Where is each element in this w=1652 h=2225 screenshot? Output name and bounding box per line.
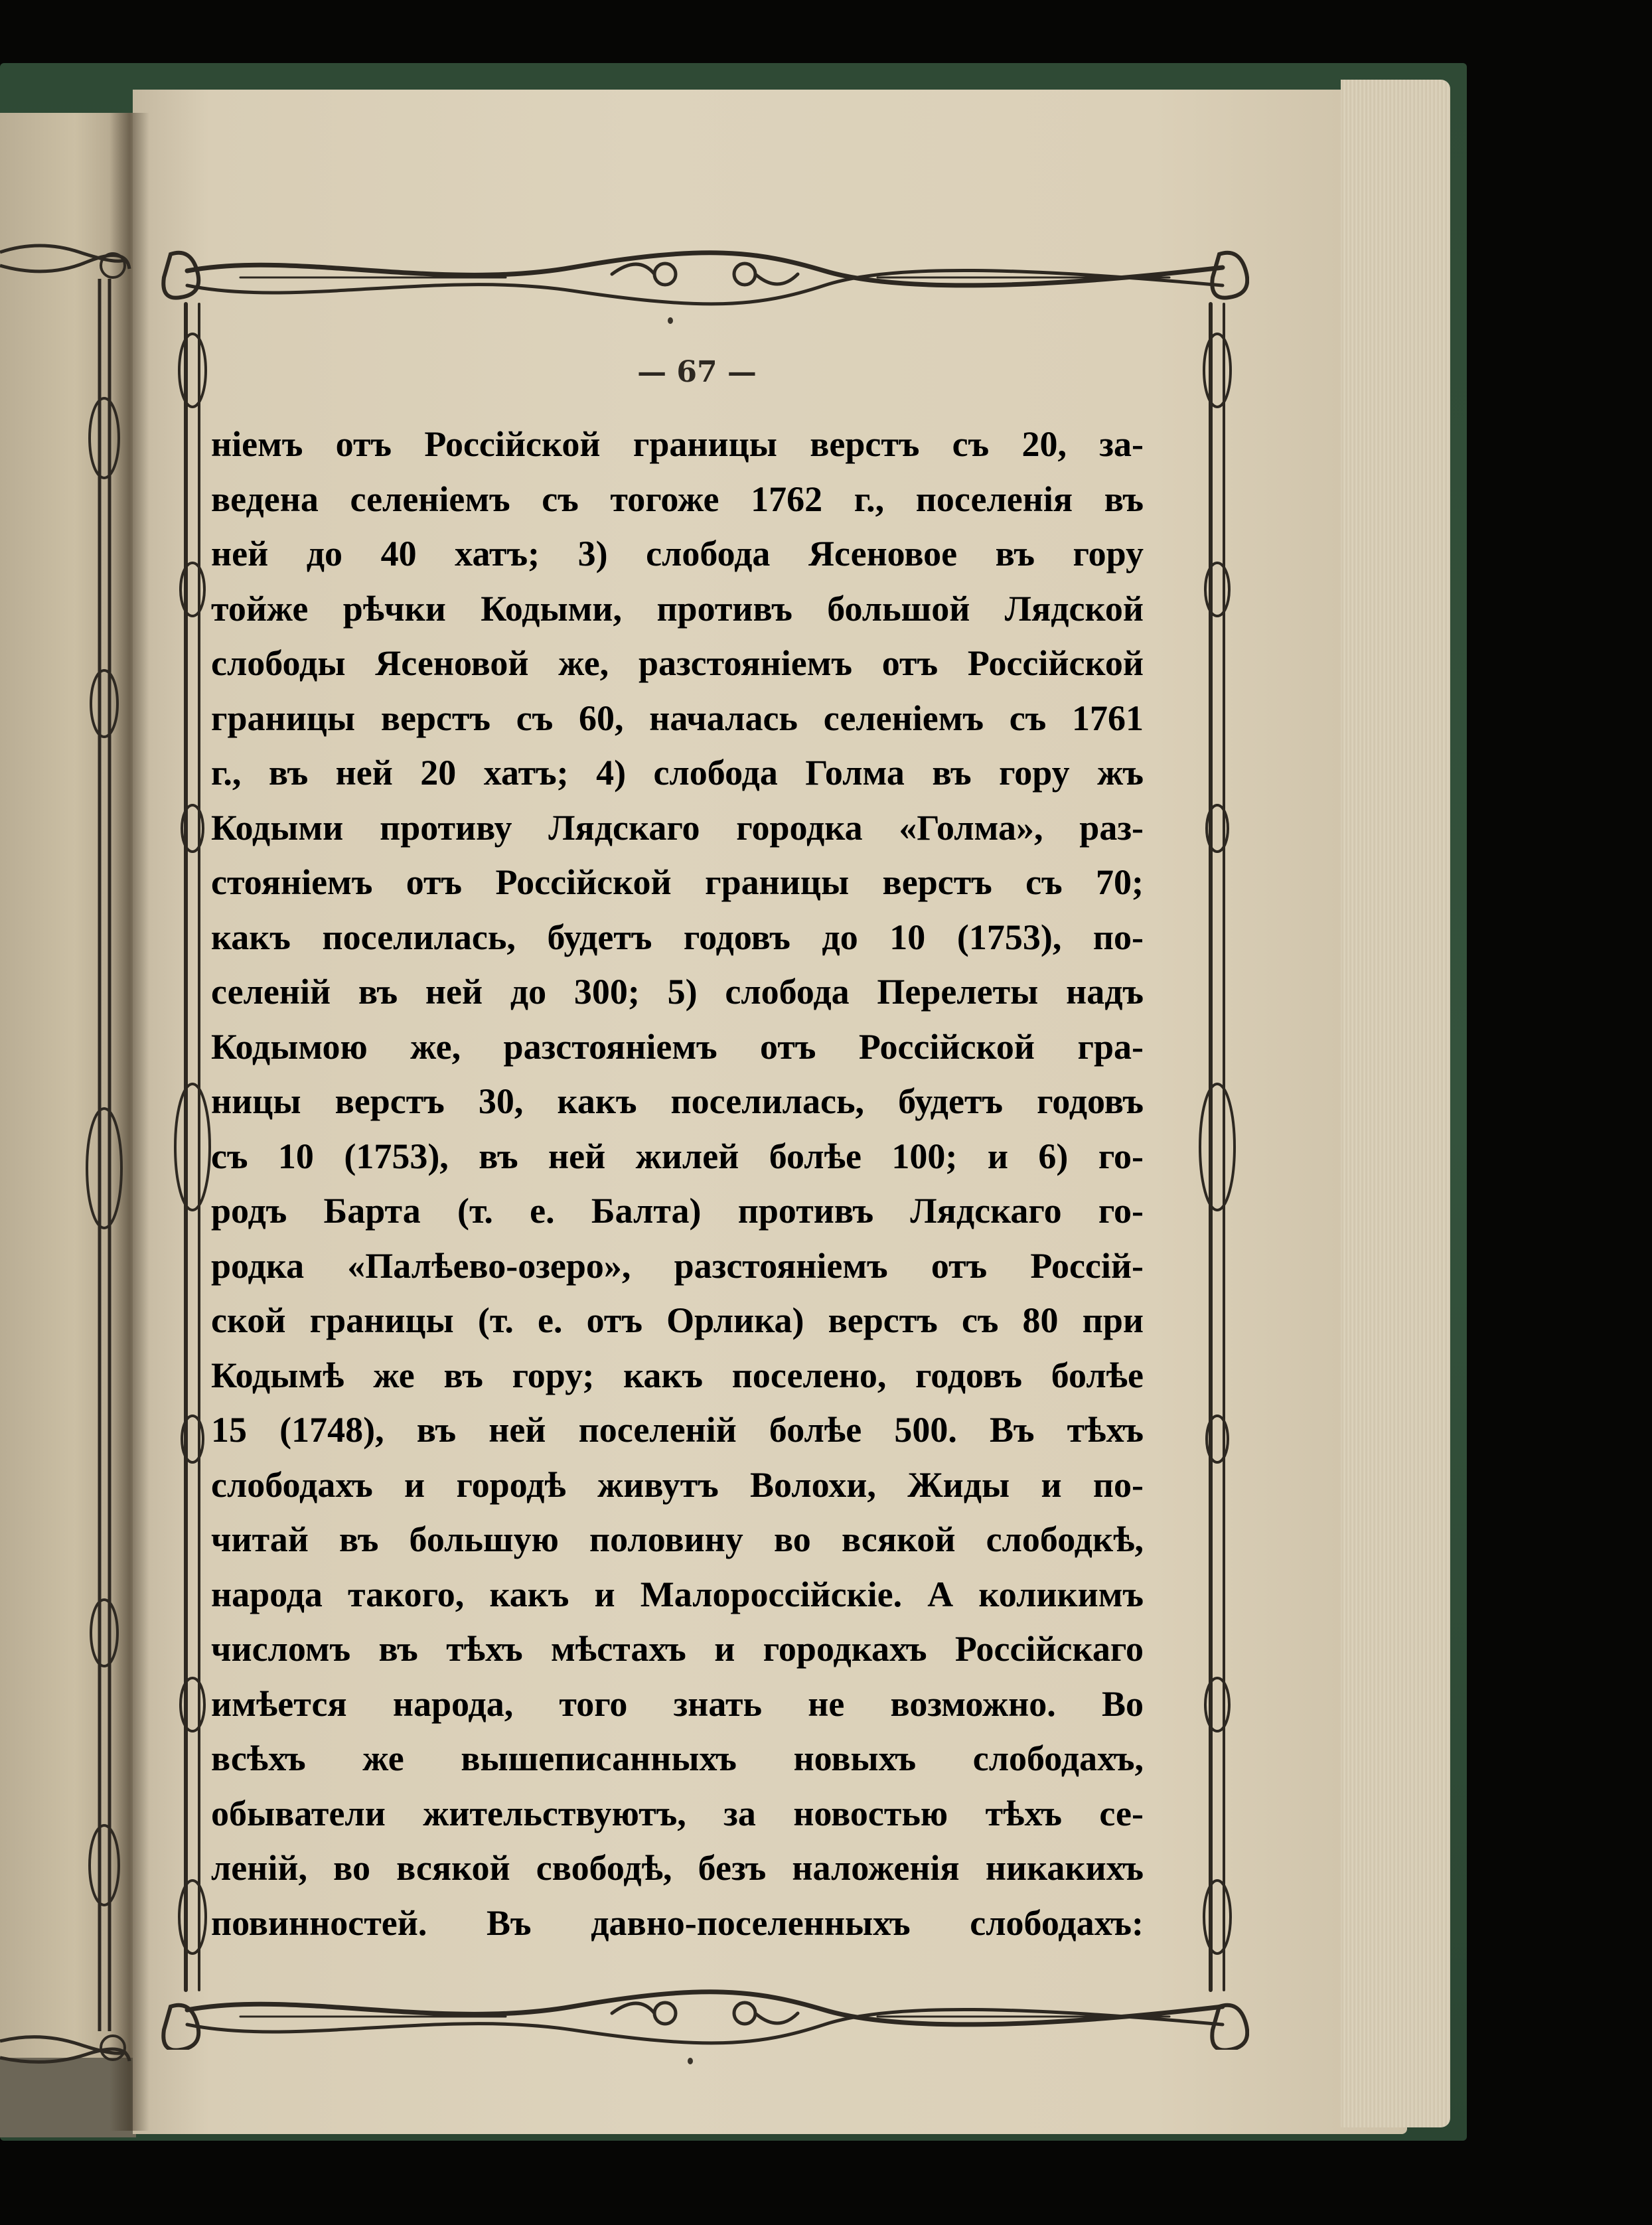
text-line: родка «Палѣево-озеро», разстояніемъ отъ Россій-	[211, 1245, 1144, 1286]
text-line: какъ поселилась, будетъ годовъ до 10 (1753), по-	[211, 917, 1144, 957]
page-number: — 67 —	[637, 355, 757, 389]
text-line: съ 10 (1753), въ ней жилей болѣе 100; и 6) го-	[211, 1136, 1144, 1176]
text-line: числомъ въ тѣхъ мѣстахъ и городкахъ Россійскаго	[211, 1629, 1144, 1669]
text-line: границы верстъ съ 60, началась селеніемъ съ 1761	[211, 698, 1144, 738]
text-line: ней до 40 хатъ; 3) слобода Ясеновое въ гору	[211, 534, 1144, 574]
text-line: имѣется народа, того знать не возможно. Во	[211, 1683, 1144, 1724]
ink-speck-bottom	[688, 2058, 693, 2064]
text-line: ницы верстъ 30, какъ поселилась, будетъ годовъ	[211, 1081, 1144, 1121]
text-line: стояніемъ отъ Россійской границы верстъ съ 70;	[211, 862, 1144, 902]
text-line: селеній въ ней до 300; 5) слобода Перелеты надъ	[211, 972, 1144, 1012]
text-line: Кодыми противу Лядскаго городка «Голма», раз-	[211, 807, 1144, 848]
text-line: повинностей. Въ давно-поселенныхъ слободахъ:	[211, 1902, 1144, 1943]
text-line: родъ Барта (т. е. Балта) противъ Лядскаго го-	[211, 1191, 1144, 1231]
text-line: всѣхъ же вышеписанныхъ новыхъ слободахъ,	[211, 1738, 1144, 1778]
text-line: леній, во всякой свободѣ, безъ наложенія никакихъ	[211, 1848, 1144, 1888]
text-line: ніемъ отъ Россійской границы верстъ съ 20, за-	[211, 424, 1144, 464]
text-line: обыватели жительствуютъ, за новостью тѣхъ се-	[211, 1793, 1144, 1833]
ink-speck-top	[668, 317, 673, 324]
text-line: слободахъ и городѣ живутъ Волохи, Жиды и по-	[211, 1464, 1144, 1505]
text-line: слободы Ясеновой же, разстояніемъ отъ Россійской	[211, 643, 1144, 683]
text-line: читай въ большую половину во всякой слободкѣ,	[211, 1519, 1144, 1559]
text-line: ведена селеніемъ съ тогоже 1762 г., поселенія въ	[211, 479, 1144, 519]
text-line: Кодымѣ же въ гору; какъ поселено, годовъ болѣе	[211, 1355, 1144, 1395]
text-line: 15 (1748), въ ней поселеній болѣе 500. Въ тѣхъ	[211, 1410, 1144, 1450]
page-edges	[1341, 80, 1450, 2127]
left-page-ornament	[0, 239, 133, 2071]
text-line: тойже рѣчки Кодыми, противъ большой Лядской	[211, 588, 1144, 629]
text-line: ской границы (т. е. отъ Орлика) верстъ съ 80 при	[211, 1300, 1144, 1340]
text-line: Кодымою же, разстояніемъ отъ Россійской гра-	[211, 1026, 1144, 1067]
text-line: г., въ ней 20 хатъ; 4) слобода Голма въ гору жъ	[211, 753, 1144, 793]
text-line: народа такого, какъ и Малороссійскіе. А коликимъ	[211, 1574, 1144, 1614]
page-text	[211, 417, 1144, 1950]
